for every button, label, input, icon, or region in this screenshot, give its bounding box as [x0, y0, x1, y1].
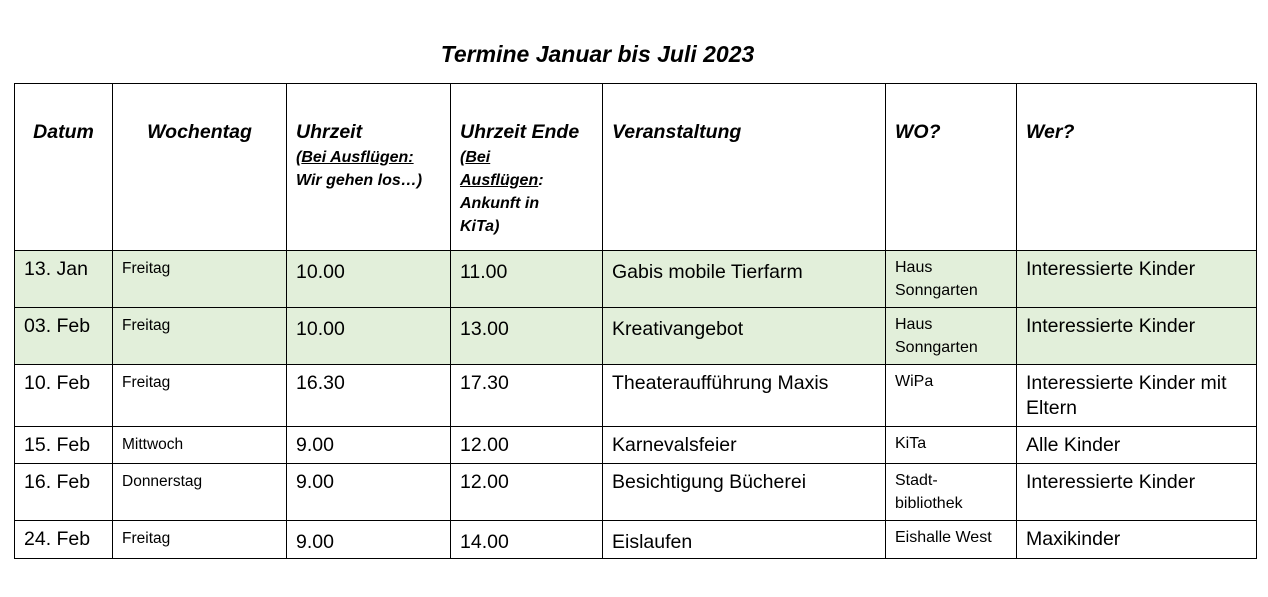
- cell-veranstaltung: Besichtigung Bücherei: [603, 464, 886, 521]
- cell-uhrzeit: 16.30: [287, 365, 451, 427]
- cell-datum: 15. Feb: [15, 427, 113, 464]
- header-wer: Wer?: [1017, 84, 1257, 251]
- cell-wer: Interessierte Kinder: [1017, 308, 1257, 365]
- cell-uhrzeit: 9.00: [287, 427, 451, 464]
- cell-wer: Alle Kinder: [1017, 427, 1257, 464]
- cell-ende: 12.00: [451, 464, 603, 521]
- cell-wochentag: Donnerstag: [113, 464, 287, 521]
- cell-wo: WiPa: [886, 365, 1017, 427]
- cell-veranstaltung: Theateraufführung Maxis: [603, 365, 886, 427]
- cell-wer: Interessierte Kinder: [1017, 464, 1257, 521]
- cell-wochentag: Freitag: [113, 365, 287, 427]
- header-wochentag: Wochentag: [113, 84, 287, 251]
- cell-wer: Maxikinder: [1017, 521, 1257, 559]
- header-uhrzeit-ende: Uhrzeit Ende (Bei Ausflügen: Ankunft in KiTa): [451, 84, 603, 251]
- cell-wer: Interessierte Kinder mit Eltern: [1017, 365, 1257, 427]
- cell-veranstaltung: Kreativangebot: [603, 308, 886, 365]
- cell-ende: 13.00: [451, 308, 603, 365]
- header-wo: WO?: [886, 84, 1017, 251]
- schedule-table: [14, 83, 1257, 559]
- cell-wo: Stadt-bibliothek: [886, 464, 1017, 521]
- cell-wochentag: Mittwoch: [113, 427, 287, 464]
- cell-wo: Haus Sonngarten: [886, 308, 1017, 365]
- table-row: [15, 521, 1257, 559]
- cell-wo: KiTa: [886, 427, 1017, 464]
- cell-wer: Interessierte Kinder: [1017, 251, 1257, 308]
- table-row: [15, 427, 1257, 464]
- cell-datum: 24. Feb: [15, 521, 113, 559]
- table-row: [15, 365, 1257, 427]
- cell-wo: Haus Sonngarten: [886, 251, 1017, 308]
- table-row: [15, 251, 1257, 308]
- cell-wochentag: Freitag: [113, 251, 287, 308]
- cell-wochentag: Freitag: [113, 521, 287, 559]
- cell-wo: Eishalle West: [886, 521, 1017, 559]
- cell-uhrzeit: 10.00: [287, 251, 451, 308]
- table-row: [15, 308, 1257, 365]
- header-veranstaltung: Veranstaltung: [603, 84, 886, 251]
- cell-uhrzeit: 9.00: [287, 521, 451, 559]
- cell-uhrzeit: 10.00: [287, 308, 451, 365]
- cell-ende: 17.30: [451, 365, 603, 427]
- cell-ende: 14.00: [451, 521, 603, 559]
- cell-datum: 10. Feb: [15, 365, 113, 427]
- cell-veranstaltung: Eislaufen: [603, 521, 886, 559]
- table-row: [15, 464, 1257, 521]
- header-uhrzeit: Uhrzeit (Bei Ausflügen: Wir gehen los…): [287, 84, 451, 251]
- cell-datum: 16. Feb: [15, 464, 113, 521]
- page-title: Termine Januar bis Juli 2023: [440, 41, 755, 67]
- cell-ende: 11.00: [451, 251, 603, 308]
- cell-veranstaltung: Karnevalsfeier: [603, 427, 886, 464]
- cell-datum: 13. Jan: [15, 251, 113, 308]
- cell-datum: 03. Feb: [15, 308, 113, 365]
- cell-wochentag: Freitag: [113, 308, 287, 365]
- header-row: [15, 84, 1257, 251]
- cell-ende: 12.00: [451, 427, 603, 464]
- header-datum: Datum: [15, 84, 113, 251]
- cell-uhrzeit: 9.00: [287, 464, 451, 521]
- cell-veranstaltung: Gabis mobile Tierfarm: [603, 251, 886, 308]
